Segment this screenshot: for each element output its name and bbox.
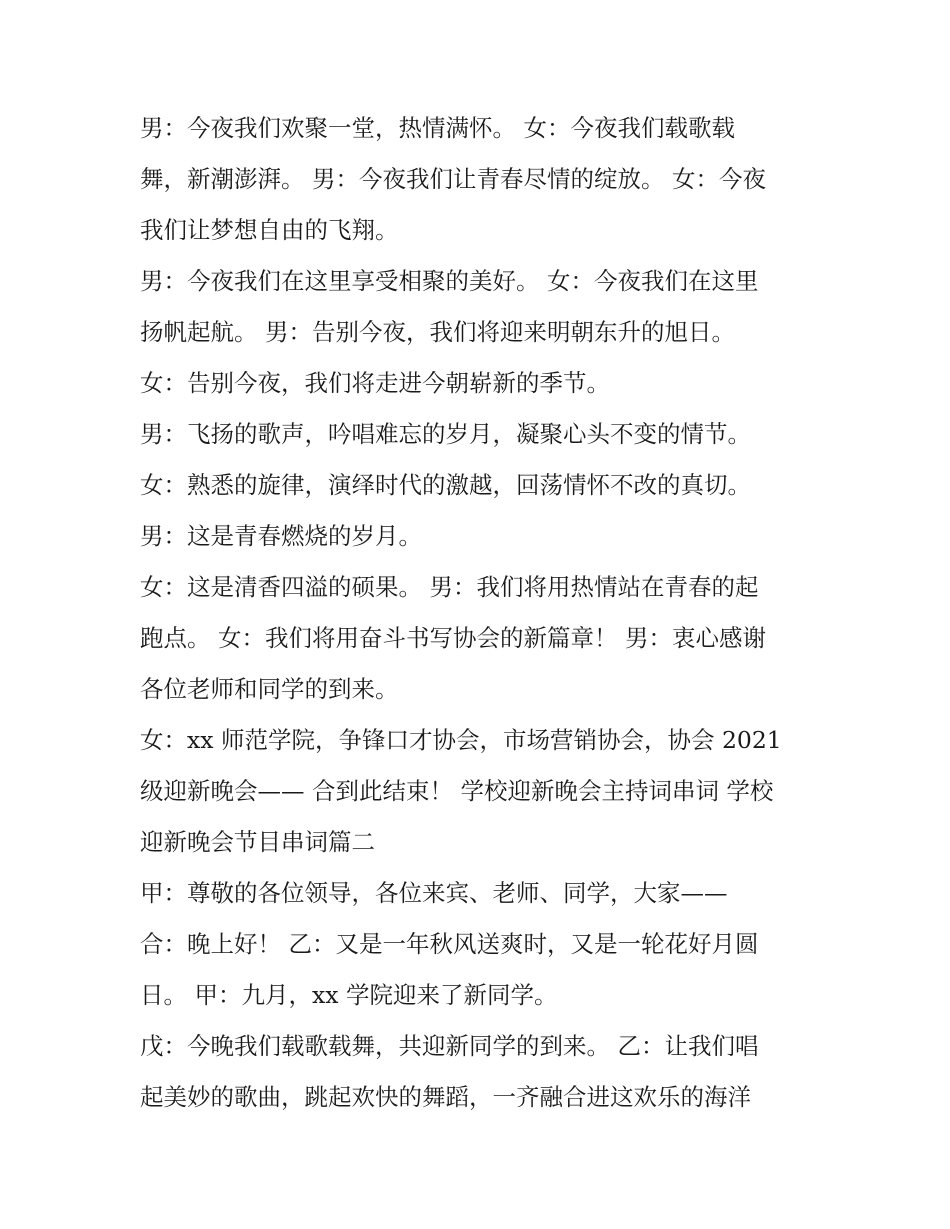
text-line: 男：这是青春燃烧的岁月。 [140,522,422,550]
text-line: 日。 甲：九月，xx 学院迎来了新同学。 [140,981,558,1009]
text-line: 跑点。 女：我们将用奋斗书写协会的新篇章！ 男：衷心感谢 [140,624,766,652]
text-line: 女：xx 师范学院，争锋口才协会，市场营销协会，协会 2021 [140,726,782,754]
text-line: 我们让梦想自由的飞翔。 [140,216,399,244]
text-line: 甲：尊敬的各位领导，各位来宾、老师、同学，大家—— [140,879,728,907]
text-line: 男：飞扬的歌声，吟唱难忘的岁月，凝聚心头不变的情节。 [140,420,751,448]
text-line: 女：熟悉的旋律，演绎时代的激越，回荡情怀不改的真切。 [140,471,751,499]
text-line: 迎新晚会节目串词篇二 [140,828,375,856]
text-line: 起美妙的歌曲，跳起欢快的舞蹈，一齐融合进这欢乐的海洋 [140,1083,751,1111]
text-line: 各位老师和同学的到来。 [140,675,399,703]
text-line: 合：晚上好！ 乙：又是一年秋风送爽时，又是一轮花好月圆 [140,930,759,958]
text-line: 男：今夜我们欢聚一堂，热情满怀。 女：今夜我们载歌载 [140,114,735,142]
text-line: 戊：今晚我们载歌载舞，共迎新同学的到来。 乙：让我们唱 [140,1032,759,1060]
body-text [140,103,830,1123]
text-line: 舞，新潮澎湃。 男：今夜我们让青春尽情的绽放。 女：今夜 [140,165,766,193]
text-line: 扬帆起航。 男：告别今夜，我们将迎来明朝东升的旭日。 [140,318,735,346]
text-line: 男：今夜我们在这里享受相聚的美好。 女：今夜我们在这里 [140,267,759,295]
text-line: 级迎新晚会—— 合到此结束！ 学校迎新晚会主持词串词 学校 [140,777,774,805]
text-line: 女：告别今夜，我们将走进今朝崭新的季节。 [140,369,610,397]
text-line: 女：这是清香四溢的硕果。 男：我们将用热情站在青春的起 [140,573,759,601]
